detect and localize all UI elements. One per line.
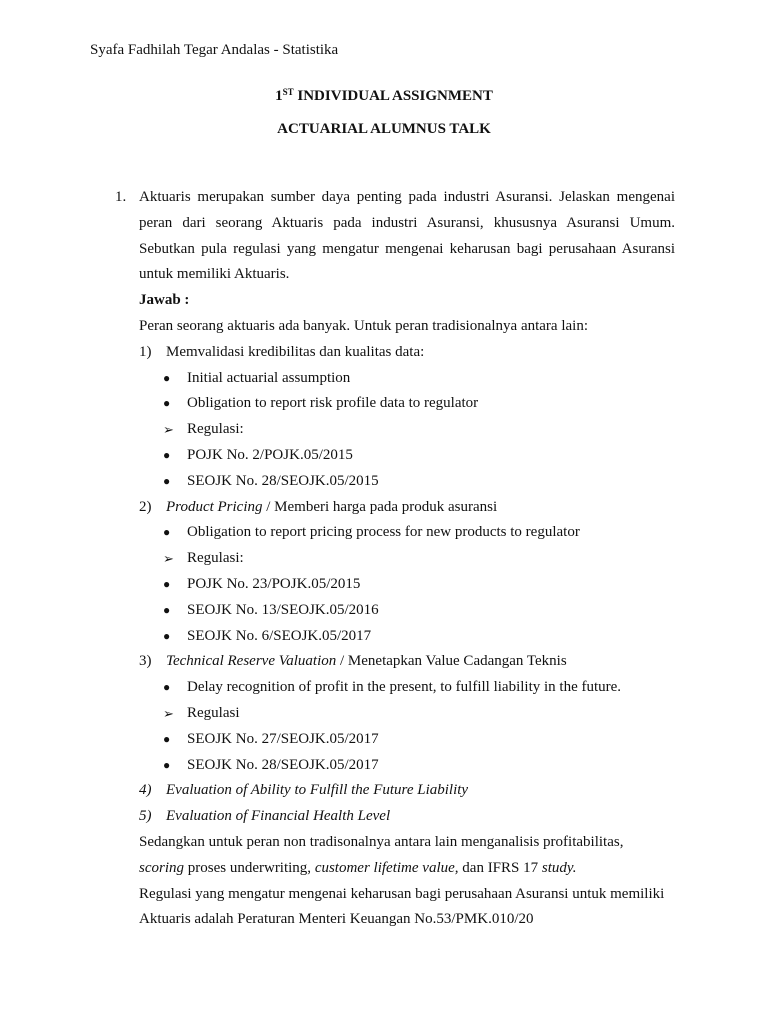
- bullet-item: ● Obligation to report risk profile data to regulator: [163, 391, 675, 417]
- bullet-icon: ●: [163, 680, 171, 695]
- role-item: 2) Product Pricing / Memberi harga pada produk asuransi: [139, 498, 498, 515]
- role-item: 5) Evaluation of Financial Health Level: [139, 808, 391, 825]
- question-number: 1.: [115, 189, 127, 205]
- question-text: Aktuaris merupakan sumber daya penting pada industri Asuransi. Jelaskan mengenai peran dari seorang Aktuaris pada industri Asuransi, khususnya Asuransi Umum. Sebutkan pula regulasi yang mengatur mengenai keharusan bagi perusahaan Asuransi untuk memiliki Aktuaris.: [139, 189, 675, 283]
- answer-intro: Peran seorang aktuaris ada banyak. Untuk peran tradisionalnya antara lain:: [139, 317, 588, 334]
- answer: [139, 288, 675, 933]
- bullet-item: ● SEOJK No. 28/SEOJK.05/2017: [163, 753, 675, 779]
- bullet-icon: ●: [163, 396, 171, 411]
- answer-label: Jawab :: [139, 292, 190, 309]
- role-item: 1) Memvalidasi kredibilitas dan kualitas data:: [139, 343, 425, 360]
- assignment-title: [0, 87, 768, 105]
- bullet-item: ● SEOJK No. 27/SEOJK.05/2017: [163, 727, 675, 753]
- bullet-icon: ●: [163, 602, 171, 617]
- bullet-icon: ●: [163, 576, 171, 591]
- title-superscript: ST: [282, 87, 294, 97]
- nontraditional-paragraph: Sedangkan untuk peran non tradisonalnya antara lain menganalisis profitabilitas, scoring proses underwriting, customer lifetime value, dan IFRS 17 study.: [139, 833, 624, 876]
- regulation-heading: ➢ Regulasi:: [163, 417, 675, 443]
- bullet-icon: ●: [163, 370, 171, 385]
- arrow-bullet-icon: ➢: [163, 705, 174, 721]
- regulation-heading: ➢ Regulasi:: [163, 546, 675, 572]
- bullet-item: ● Obligation to report pricing process for new products to regulator: [163, 520, 675, 546]
- bullet-icon: ●: [163, 473, 171, 488]
- regulation-heading: ➢ Regulasi: [163, 701, 675, 727]
- bullet-icon: ●: [163, 731, 171, 746]
- bullet-icon: ●: [163, 757, 171, 772]
- bullet-item: ● SEOJK No. 28/SEOJK.05/2015: [163, 469, 675, 495]
- document-body: [115, 185, 675, 933]
- title-ordinal: 1: [275, 88, 283, 104]
- bullet-icon: ●: [163, 628, 171, 643]
- bullet-icon: ●: [163, 447, 171, 462]
- bullet-icon: ●: [163, 525, 171, 540]
- title-text: INDIVIDUAL ASSIGNMENT: [293, 88, 493, 104]
- bullet-item: ● Delay recognition of profit in the present, to fulfill liability in the future.: [163, 675, 675, 701]
- bullet-item: ● POJK No. 2/POJK.05/2015: [163, 443, 675, 469]
- role-item: 4) Evaluation of Ability to Fulfill the Future Liability: [139, 782, 469, 799]
- arrow-bullet-icon: ➢: [163, 551, 174, 567]
- bullet-item: ● SEOJK No. 13/SEOJK.05/2016: [163, 598, 675, 624]
- bullet-item: ● SEOJK No. 6/SEOJK.05/2017: [163, 624, 675, 650]
- regulation-paragraph: Regulasi yang mengatur mengenai keharusan bagi perusahaan Asuransi untuk memiliki Aktuaris adalah Peraturan Menteri Keuangan No.53/PMK.010/20: [139, 885, 665, 928]
- page-header: Syafa Fadhilah Tegar Andalas - Statistika: [90, 42, 339, 58]
- assignment-subtitle: ACTUARIAL ALUMNUS TALK: [277, 121, 491, 137]
- arrow-bullet-icon: ➢: [163, 422, 174, 438]
- role-item: 3) Technical Reserve Valuation / Menetapkan Value Cadangan Teknis: [139, 653, 567, 670]
- bullet-item: ● Initial actuarial assumption: [163, 366, 675, 392]
- question-1: [115, 185, 675, 288]
- bullet-item: ● POJK No. 23/POJK.05/2015: [163, 572, 675, 598]
